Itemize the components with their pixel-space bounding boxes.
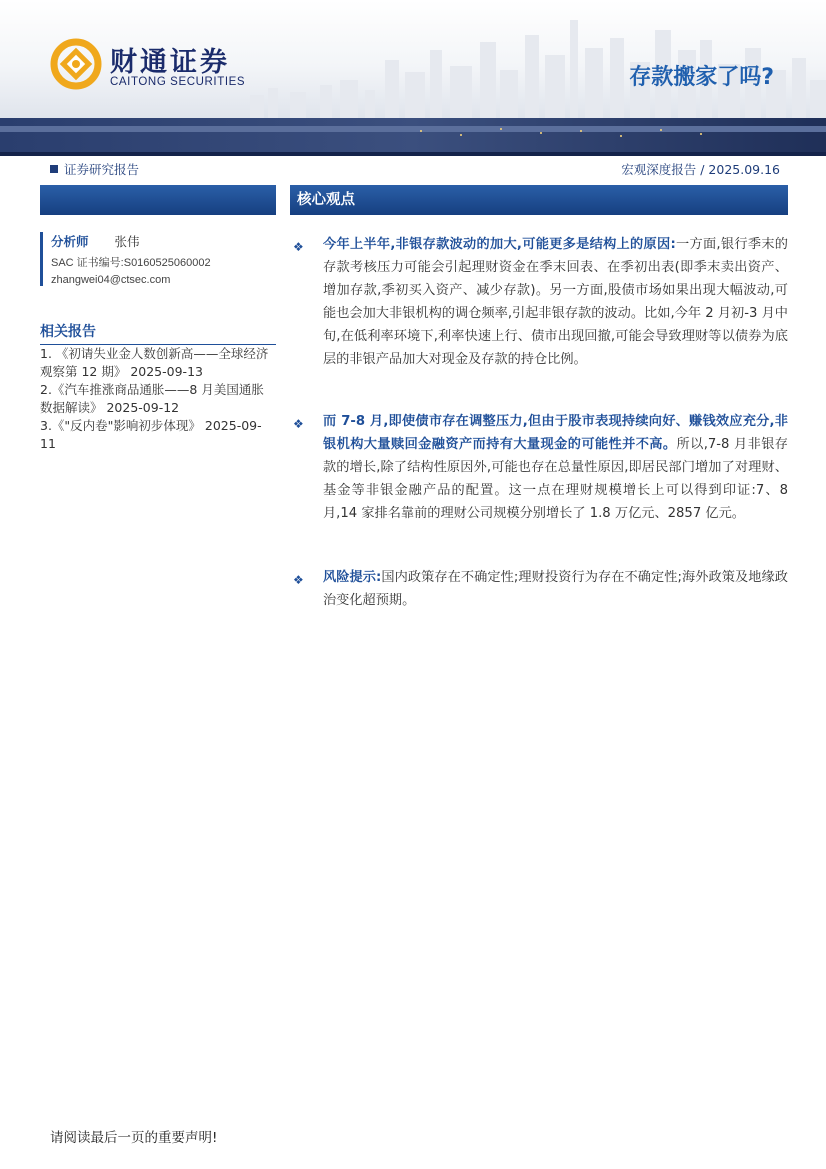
- related-report-item[interactable]: 2.《汽车推涨商品通胀——8 月美国通胀数据解读》 2025-09-12: [40, 382, 264, 415]
- caitong-logo-icon: [50, 38, 102, 90]
- square-bullet-icon: [50, 165, 58, 173]
- related-reports-list: [40, 345, 276, 453]
- analyst-certificate: SAC 证书编号:S0160525060002: [51, 257, 211, 269]
- core-views-heading: 核心观点: [290, 185, 788, 215]
- report-category-label: 证券研究报告: [64, 162, 140, 177]
- related-report-item[interactable]: 3.《"反内卷"影响初步体现》 2025-09-11: [40, 418, 262, 451]
- analyst-email: zhangwei04@ctsec.com: [51, 274, 171, 286]
- analyst-name: 张伟: [114, 234, 140, 249]
- core-point-1-headline: 今年上半年,非银存款波动的加大,可能更多是结构上的原因:: [323, 237, 676, 252]
- left-column-banner: [40, 185, 276, 215]
- core-point-2-body: 所以,7-8 月非银存款的增长,除了结构性原因外,可能也存在总量性原因,即居民部门增加了对理财、基金等非银金融产品的配置。这一点在理财规模增长上可以得到印证:7、8 月,14 家排名靠前的理财公司规模分别增长了 1.8 万亿元、2857 亿元。: [323, 437, 788, 521]
- core-point-2: [293, 410, 788, 525]
- diamond-bullet-icon: ❖: [293, 240, 304, 254]
- analyst-info: [40, 232, 276, 286]
- risk-warning-body: 国内政策存在不确定性;理财投资行为存在不确定性;海外政策及地缘政治变化超预期。: [323, 570, 788, 608]
- related-report-item[interactable]: 1. 《初请失业金人数创新高——全球经济观察第 12 期》 2025-09-13: [40, 346, 269, 379]
- risk-warning: [293, 566, 788, 612]
- core-point-1: [293, 233, 788, 371]
- core-point-1-body: 一方面,银行季末的存款考核压力可能会引起理财资金在季末回表、在季初出表(即季末卖出资产、增加存款,季初买入资产、减少存款)。另一方面,股债市场如果出现大幅波动,可能也会加大非银机构的调仓频率,引起非银存款的波动。比如,今年 2 月初-3 月中旬,在低利率环境下,利率快速上行、债市出现回撤,可能会导致理财等以债券为底层的非银产品加大对现金及存款的持仓比例。: [323, 237, 788, 367]
- disclaimer-notice: 请阅读最后一页的重要声明!: [50, 1130, 218, 1146]
- report-category: [50, 160, 139, 178]
- report-type-date: 宏观深度报告 / 2025.09.16: [621, 162, 780, 177]
- risk-warning-headline: 风险提示:: [323, 570, 382, 585]
- analyst-label: 分析师: [51, 234, 89, 249]
- logo-chinese-name: 财通证券: [110, 47, 230, 78]
- core-point-2-headline: 而 7-8 月,即使债市存在调整压力,但由于股市表现持续向好、赚钱效应充分,非银机构大量赎回金融资产而持有大量现金的可能性并不高。: [323, 414, 788, 452]
- report-header: [0, 0, 826, 156]
- diamond-bullet-icon: ❖: [293, 573, 304, 587]
- related-reports-title: 相关报告: [40, 321, 276, 345]
- report-title: 存款搬家了吗?: [629, 65, 774, 90]
- logo-english-name: CAITONG SECURITIES: [110, 76, 246, 88]
- diamond-bullet-icon: ❖: [293, 417, 304, 431]
